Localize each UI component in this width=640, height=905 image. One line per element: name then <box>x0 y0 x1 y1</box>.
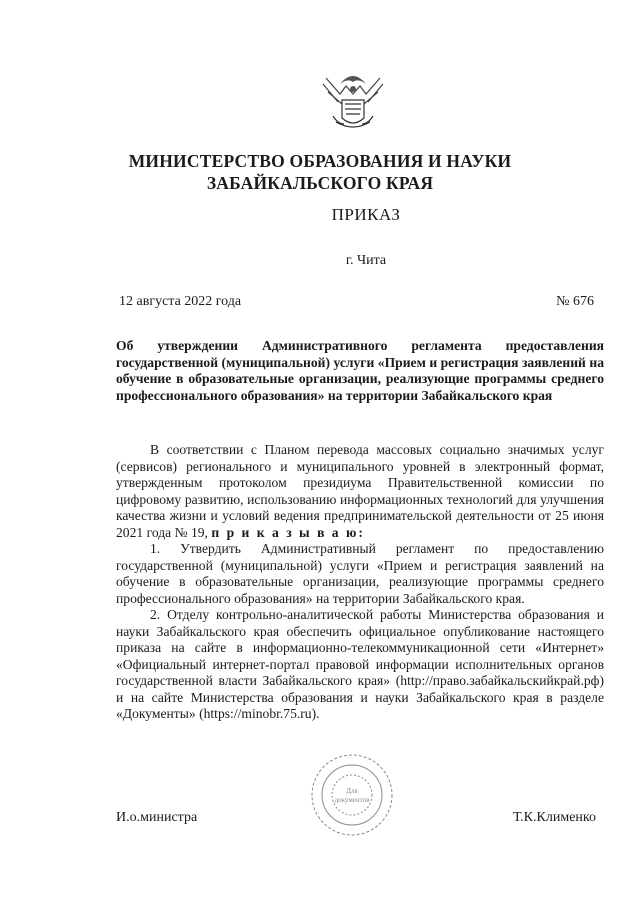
document-type: ПРИКАЗ <box>331 205 401 224</box>
city: г. Чита <box>345 253 387 268</box>
ministry-name <box>0 150 640 194</box>
document-number: № 676 <box>556 294 594 309</box>
document-date: 12 августа 2022 года <box>119 294 242 309</box>
document-body <box>116 442 604 723</box>
svg-text:документов: документов <box>334 796 370 804</box>
signer-name: Т.К.Клименко <box>513 810 596 825</box>
document-subject: Об утверждении Административного регламента предоставления государственной (муниципальной) услуги «Прием и регистрация заявлений на обучение в образовательные организации, реализующие программы среднего профессионального образования» на территории Забайкальского края <box>116 338 604 403</box>
official-stamp <box>292 752 412 838</box>
svg-text:Для: Для <box>346 787 358 795</box>
ministry-name-line1: МИНИСТЕРСТВО ОБРАЗОВАНИЯ И НАУКИ <box>128 151 512 171</box>
signer-role: И.о.министра <box>116 810 198 825</box>
coat-of-arms-emblem <box>318 64 388 134</box>
order-item-2: 2. Отделу контрольно-аналитической работы Министерства образования и науки Забайкальского края обеспечить официальное опубликование настоящего приказа на сайте в информационно-телекоммуникационной сети «Интернет» «Официальный интернет-портал правовой информации исполнительных органов государственной власти Забайкальского края» (http://право.забайкальскийкрай.рф) и на сайте Министерства образования и науки Забайкальского края в разделе «Документы» (https://minobr.75.ru). <box>116 607 604 721</box>
preamble-text: В соответствии с Планом перевода массовых социально значимых услуг (сервисов) регионального и муниципального уровней в электронный формат, утвержденным протоколом президиума Правительственной комиссии по цифровому развитию, использованию информационных технологий для улучшения качества жизни и условий ведения предпринимательской деятельности от 25 июня 2021 года № 19, <box>116 442 604 540</box>
preamble-paragraph <box>116 442 604 541</box>
ministry-name-line2: ЗАБАЙКАЛЬСКОГО КРАЯ <box>206 173 434 193</box>
order-item-1: 1. Утвердить Административный регламент по предоставлению государственной (муниципальной) услуги «Прием и регистрация заявлений на обучение в образовательные организации, реализующие программы среднего профессионального образования» на территории Забайкальского края. <box>116 541 604 606</box>
order-word: п р и к а з ы в а ю: <box>211 524 365 540</box>
